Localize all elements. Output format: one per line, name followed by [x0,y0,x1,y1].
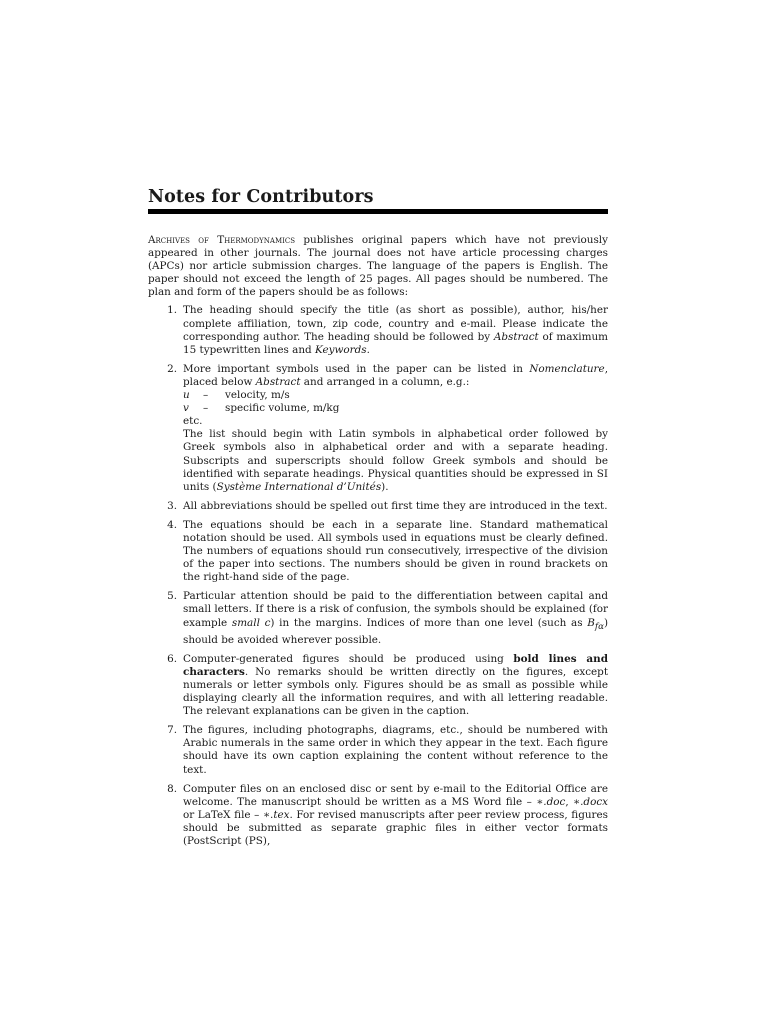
item-text-part: , placed below [183,362,608,388]
list-item [148,304,608,356]
symbol: v [183,402,189,415]
list-item [148,783,608,848]
emphasis: Keywords [315,343,367,356]
symbol-row [183,389,608,402]
item-text [183,363,608,494]
item-text-part: , [565,795,574,808]
item-number: 7. [167,724,177,737]
item-number: 6. [167,652,177,665]
item-text: The figures, including photographs, diagrams, etc., should be numbered with Arabic numerals in the same order in which they appear in the text. Each figure should have its own caption explaining the content without reference to the text. [183,724,608,776]
emphasis: small c [231,616,271,629]
symbol-dash: – [203,389,209,402]
item-number: 2. [167,362,177,375]
symbol-dash: – [203,402,209,415]
file-extension: ∗.doc [536,795,566,808]
item-text [183,304,608,356]
item-text-part [183,428,608,493]
bold-text: bold lines and characters [183,652,608,678]
item-text-part: Computer-generated figures should be produced using [183,652,514,665]
journal-name: Archives of Thermodynamics [148,234,296,246]
item-text-part: or LaTeX file – [183,808,263,821]
item-text [183,653,608,718]
math-subscript: fα [594,621,604,632]
list-item [148,724,608,776]
item-text-part: More important symbols used in the paper can be listed in [183,362,530,375]
guidelines-list [148,304,608,848]
body-text [148,234,608,854]
item-text [183,590,608,646]
symbol: u [183,389,190,402]
item-text: All abbreviations should be spelled out first time they are introduced in the text. [183,499,608,512]
symbol-list [183,389,608,415]
intro-paragraph [148,234,608,299]
item-text-part: Computer files on an enclosed disc or sent by e-mail to the Editorial Office are welcome. The manuscript should be written as a MS Word file – [183,782,608,808]
item-text [183,783,608,848]
file-extension: ∗.tex [262,808,290,821]
item-text-part: . No remarks should be written directly on the figures, except numerals or letter symbols only. Figures should be as small as possible while displaying clearly all the information requires, and with all lettering readable. The relevant explanations can be given in the caption. [183,665,608,718]
list-item [148,519,608,584]
emphasis: Abstract [255,375,301,388]
item-text-part: ). [381,480,389,493]
item-text-part: The heading should specify the title (as short as possible), author, his/her complete affiliation, town, zip code, country and e-mail. Please indicate the corresponding author. The heading should be followed by [183,304,608,343]
list-item [148,653,608,718]
item-text: The equations should be each in a separate line. Standard mathematical notation should be used. All symbols used in equations must be clearly defined. The numbers of equations should run consecutively, irrespective of the division of the paper into sections. The numbers should be given in round brackets on the right-hand side of the page. [183,518,608,584]
item-number: 8. [167,782,177,795]
list-item [148,363,608,494]
symbol-description: velocity, m/s [225,389,290,402]
emphasis: Système International d’Unités [216,480,382,493]
intro-text: publishes original papers which have not previously appeared in other journals. The journal does not have article processing charges (APCs) nor article submission charges. The language of the papers is English. The paper should not exceed the length of 25 pages. All pages should be numbered. The plan and form of the papers should be as follows: [148,234,609,299]
item-text-part: Particular attention should be paid to the differentiation between capital and small letters. If there is a risk of confusion, the symbols should be explained (for example [183,590,608,629]
file-extension: ∗.docx [573,795,608,808]
item-text-part: ) should be avoided wherever possible. [183,616,609,646]
item-text-part: of maximum 15 typewritten lines and [183,330,608,356]
list-item [148,590,608,646]
list-item [148,500,608,513]
item-text-part: and arranged in a column, e.g.: [300,375,470,388]
item-text-part: The list should begin with Latin symbols in alphabetical order followed by Greek symbols also in alphabetical order and with a separate heading. Subscripts and superscripts should follow Greek symbols and should be identified with separate headings. Physical quantities should be expressed in SI units ( [183,428,608,493]
etc-text: etc. [183,415,203,428]
symbol-row [183,402,608,415]
symbol-description: specific volume, m/kg [225,402,340,415]
item-text-part: . For revised manuscripts after peer review process, figures should be submitted as separate graphic files in either vector formats (PostScript (PS), [183,808,609,848]
page-title: Notes for Contributors [148,187,374,207]
title-rule [148,209,608,214]
item-number: 3. [167,499,177,512]
item-number: 4. [167,518,177,531]
item-number: 5. [167,590,177,603]
item-text-part: . [366,343,370,356]
emphasis: Nomenclature [529,362,605,375]
math-symbol: B [587,616,595,629]
item-text-part: ) in the margins. Indices of more than one level (such as [270,616,588,629]
item-number: 1. [167,304,177,317]
emphasis: Abstract [493,330,539,343]
